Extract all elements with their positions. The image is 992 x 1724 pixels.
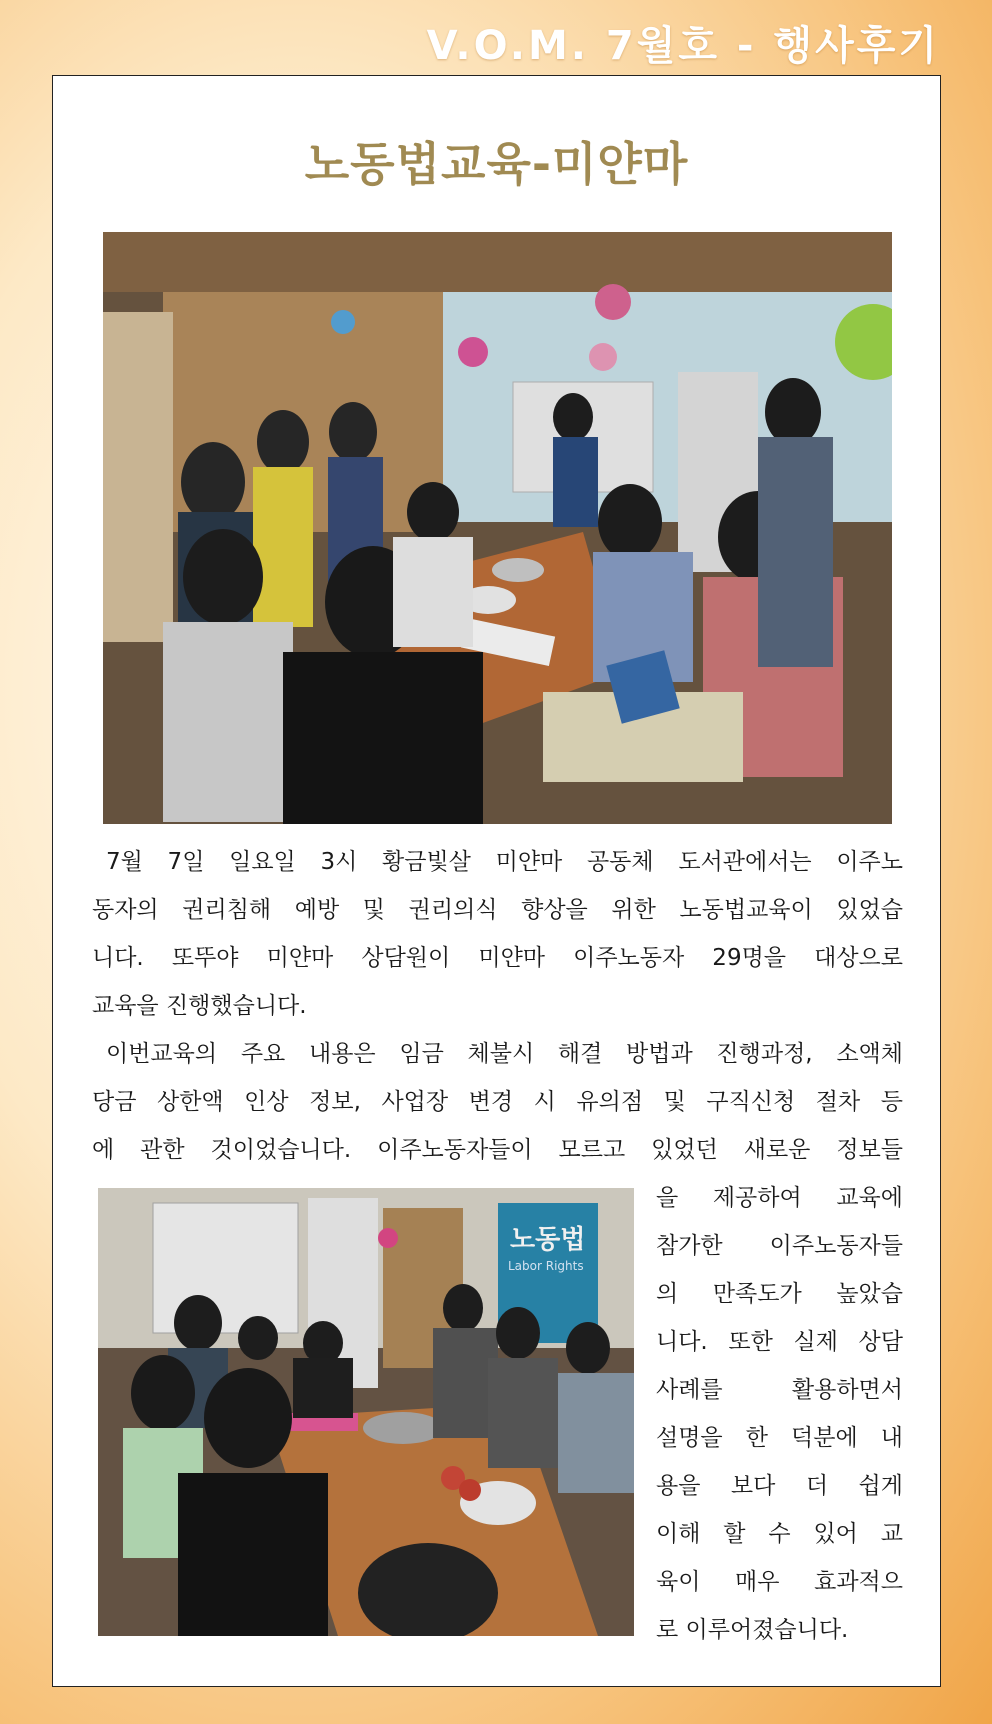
paragraph-2-side-line: 참가한 이주노동자들 — [656, 1233, 903, 1259]
paragraph-2-side-line: 을 제공하여 교육에 — [656, 1185, 903, 1211]
event-photo-secondary-image — [98, 1188, 634, 1636]
paragraph-2-line: 당금 상한액 인상 정보, 사업장 변경 시 유의점 및 구직신청 절차 등 — [92, 1089, 903, 1115]
paragraph-2-side-line: 사례를 활용하면서 — [656, 1377, 903, 1403]
event-photo-secondary — [98, 1188, 634, 1636]
paragraph-2-side-line: 로 이루어졌습니다. — [656, 1617, 849, 1643]
paragraph-2-side-line: 육이 매우 효과적으 — [656, 1569, 903, 1595]
paragraph-2-side-line: 설명을 한 덕분에 내 — [656, 1425, 903, 1451]
article-paragraph-2 — [92, 1030, 903, 1174]
paragraph-2-side-line: 이해 할 수 있어 교 — [656, 1521, 903, 1547]
paragraph-2-line: 이번교육의 주요 내용은 임금 체불시 해결 방법과 진행과정, 소액체 — [106, 1041, 903, 1067]
banner-korean-text: 노동법 — [510, 1225, 586, 1255]
paragraph-2-side-line: 니다. 또한 실제 상담 — [656, 1329, 903, 1355]
paragraph-1-line: 동자의 권리침해 예방 및 권리의식 향상을 위한 노동법교육이 있었습 — [92, 897, 903, 923]
event-photo-main — [103, 232, 892, 824]
paragraph-1-line: 7월 7일 일요일 3시 황금빛살 미얀마 공동체 도서관에서는 이주노 — [106, 849, 903, 875]
newsletter-header-title: V.O.M. 7월호 - 행사후기 — [426, 23, 940, 69]
banner-english-text: Labor Rights — [508, 1259, 584, 1273]
paragraph-1-line: 교육을 진행했습니다. — [92, 993, 307, 1019]
paragraph-2-line: 에 관한 것이었습니다. 이주노동자들이 모르고 있었던 새로운 정보들 — [92, 1137, 903, 1163]
paragraph-2-side-line: 의 만족도가 높았습 — [656, 1281, 903, 1307]
article-title: 노동법교육-미얀마 — [304, 137, 689, 191]
paragraph-2-side-line: 용을 보다 더 쉽게 — [656, 1473, 903, 1499]
article-paragraph-2-continued — [656, 1174, 903, 1654]
article-card — [52, 75, 941, 1687]
paragraph-1-line: 니다. 또뚜야 미얀마 상담원이 미얀마 이주노동자 29명을 대상으로 — [92, 945, 903, 971]
event-photo-main-image — [103, 232, 892, 824]
article-paragraph-1 — [92, 838, 903, 1030]
